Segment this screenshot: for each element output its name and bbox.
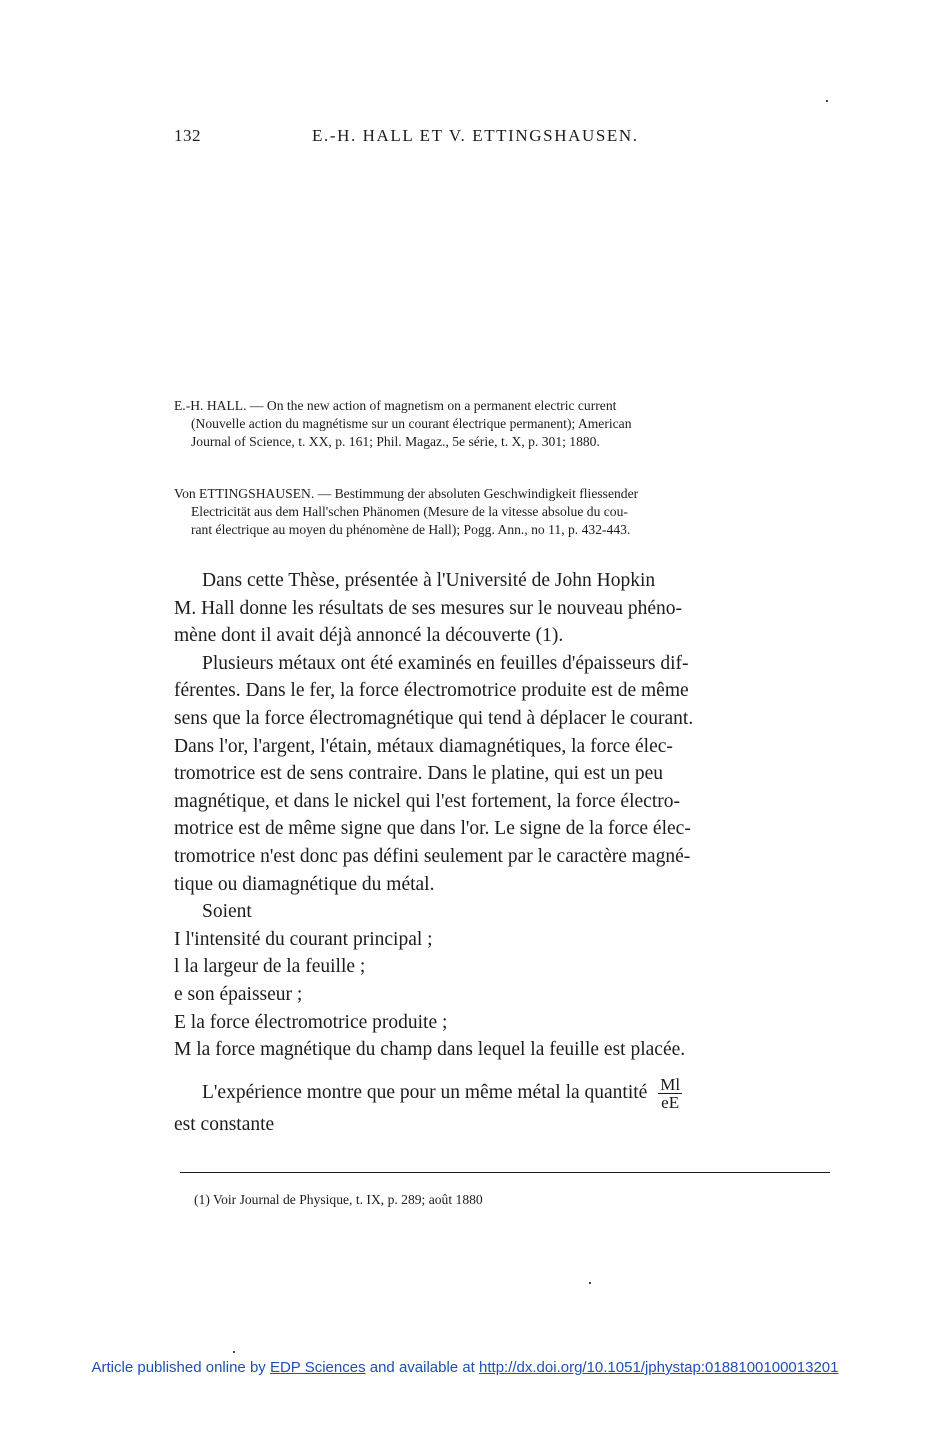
definition-item: l la largeur de la feuille ; [174, 956, 366, 978]
para2-line: tique ou diamagnétique du métal. [174, 873, 435, 895]
fraction-denominator: eE [661, 1092, 680, 1112]
para2-line: Plusieurs métaux ont été examinés en feuilles d'épaisseurs dif- [202, 652, 689, 674]
scan-speck [826, 100, 828, 102]
reference-line: E.-H. HALL. — On the new action of magnetism on a permanent electric current [174, 398, 617, 413]
conclusion-line-end: est constante [174, 1113, 275, 1135]
doi-link[interactable]: http://dx.doi.org/10.1051/jphystap:0188100100013201 [479, 1359, 839, 1376]
para2-line: sens que la force électromagnétique qui tend à déplacer le courant. [174, 707, 694, 729]
reference-line: rant électrique au moyen du phénomène de Hall); Pogg. Ann., no 11, p. 432-443. [191, 522, 631, 537]
definition-item: e son épaisseur ; [174, 983, 303, 1005]
definition-item: E la force électromotrice produite ; [174, 1011, 448, 1033]
para2-line: férentes. Dans le fer, la force électromotrice produite est de même [174, 680, 689, 702]
soient-line: Soient [202, 901, 252, 923]
scan-speck [589, 1282, 591, 1284]
para2-line: Dans l'or, l'argent, l'étain, métaux diamagnétiques, la force élec- [174, 735, 673, 757]
conclusion-line [174, 1076, 834, 1111]
publication-banner [0, 1359, 930, 1376]
fraction-numerator: Ml [660, 1074, 681, 1094]
edp-sciences-link[interactable]: EDP Sciences [269, 1359, 366, 1376]
reference-ettingshausen [174, 485, 834, 539]
banner-prefix: Article published online by [91, 1359, 266, 1376]
para2-line: magnétique, et dans le nickel qui l'est fortement, la force électro- [174, 790, 680, 812]
para2-line: tromotrice est de sens contraire. Dans le platine, qui est un peu [174, 763, 663, 785]
fraction-ml-over-ee [658, 1076, 682, 1111]
reference-line: (Nouvelle action du magnétisme sur un courant électrique permanent); American [191, 416, 632, 431]
definition-item: M la force magnétique du champ dans lequel la feuille est placée. [174, 1039, 686, 1061]
reference-hall [174, 397, 834, 451]
para1-line: M. Hall donne les résultats de ses mesures sur le nouveau phéno- [174, 597, 682, 619]
para2-line: motrice est de même signe que dans l'or. Le signe de la force élec- [174, 818, 691, 840]
body-text [174, 567, 834, 1138]
scan-speck [233, 1351, 235, 1353]
para1-line: Dans cette Thèse, présentée à l'Université de John Hopkin [202, 570, 656, 591]
running-title: E.-H. HALL ET V. ETTINGSHAUSEN. [312, 126, 639, 145]
page-header [174, 126, 834, 150]
para2-line: tromotrice n'est donc pas défini seulement par le caractère magné- [174, 845, 691, 867]
banner-middle: and available at [369, 1359, 475, 1376]
footnote-divider [180, 1172, 830, 1173]
para1-line: mène dont il avait déjà annoncé la découverte (1). [174, 625, 564, 647]
reference-line: Von ETTINGSHAUSEN. — Bestimmung der absoluten Geschwindigkeit fliessender [174, 486, 639, 501]
definition-item: I l'intensité du courant principal ; [174, 928, 433, 950]
reference-line: Journal of Science, t. XX, p. 161; Phil. Magaz., 5e série, t. X, p. 301; 1880. [191, 434, 600, 449]
reference-line: Electricität aus dem Hall'schen Phänomen (Mesure de la vitesse absolue du cou- [191, 504, 628, 519]
page-number: 132 [174, 126, 201, 145]
conclusion-text: L'expérience montre que pour un même métal la quantité [202, 1081, 648, 1103]
footnote: (1) Voir Journal de Physique, t. IX, p. 289; août 1880 [194, 1192, 483, 1207]
